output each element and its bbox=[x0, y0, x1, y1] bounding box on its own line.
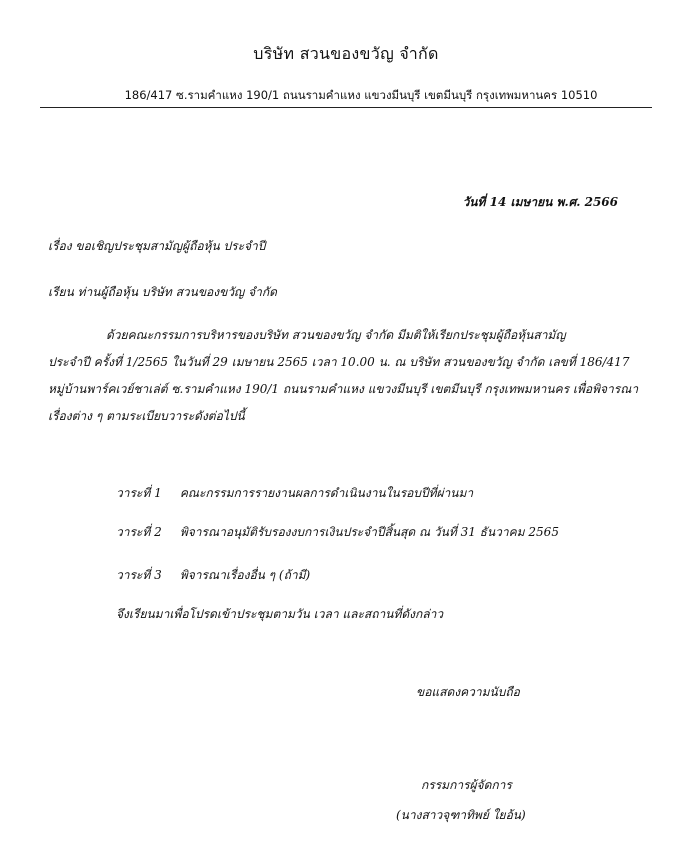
complimentary-close: ขอแสดงความนับถือ bbox=[416, 685, 520, 699]
agenda-item-text: คณะกรรมการรายงานผลการดำเนินงานในรอบปีที่ผ่านมา bbox=[179, 486, 474, 500]
company-name: บริษัท สวนของขวัญ จำกัด bbox=[253, 44, 439, 63]
signer-position: กรรมการผู้จัดการ bbox=[421, 778, 512, 792]
body-line: เรื่องต่าง ๆ ตามระเบียบวาระดังต่อไปนี้ bbox=[48, 409, 245, 423]
letter-date: วันที่ 14 เมษายน พ.ศ. 2566 bbox=[462, 195, 618, 209]
agenda-item-label: วาระที่ 1 bbox=[116, 486, 162, 500]
agenda-item-label: วาระที่ 2 bbox=[116, 525, 162, 539]
closing-sentence: จึงเรียนมาเพื่อโปรดเข้าประชุมตามวัน เวลา และสถานที่ดังกล่าว bbox=[116, 607, 444, 621]
agenda-item-label: วาระที่ 3 bbox=[116, 568, 162, 582]
body-line: หมู่บ้านพาร์คเวย์ชาเล่ต์ ซ.รามคำแหง 190/1 ถนนรามคำแหง แขวงมีนบุรี เขตมีนบุรี กรุงเทพมหานคร เพื่อพิจารณา bbox=[48, 382, 639, 396]
agenda-item bbox=[116, 484, 473, 503]
company-address: 186/417 ซ.รามคำแหง 190/1 ถนนรามคำแหง แขวงมีนบุรี เขตมีนบุรี กรุงเทพมหานคร 10510 bbox=[124, 88, 598, 102]
letter-body bbox=[48, 322, 654, 430]
agenda-item bbox=[116, 523, 559, 542]
letter-salutation: เรียน ท่านผู้ถือหุ้น บริษัท สวนของขวัญ จำกัด bbox=[48, 285, 277, 299]
agenda-item bbox=[116, 566, 310, 585]
body-line: ด้วยคณะกรรมการบริหารของบริษัท สวนของขวัญ จำกัด มีมติให้เรียกประชุมผู้ถือหุ้นสามัญ bbox=[106, 328, 566, 342]
agenda-item-text: พิจารณาอนุมัติรับรองงบการเงินประจำปีสิ้นสุด ณ วันที่ 31 ธันวาคม 2565 bbox=[179, 525, 559, 539]
agenda-item-text: พิจารณาเรื่องอื่น ๆ (ถ้ามี) bbox=[179, 568, 311, 582]
header-divider bbox=[40, 107, 652, 108]
letter-subject: เรื่อง ขอเชิญประชุมสามัญผู้ถือหุ้น ประจำปี bbox=[48, 239, 266, 253]
signer-name: (นางสาวจุฑาทิพย์ ใยอ้น) bbox=[396, 808, 526, 822]
body-line: ประจำปี ครั้งที่ 1/2565 ในวันที่ 29 เมษายน 2565 เวลา 10.00 น. ณ บริษัท สวนของขวัญ จำกัด เลขที่ 186/417 bbox=[48, 355, 630, 369]
